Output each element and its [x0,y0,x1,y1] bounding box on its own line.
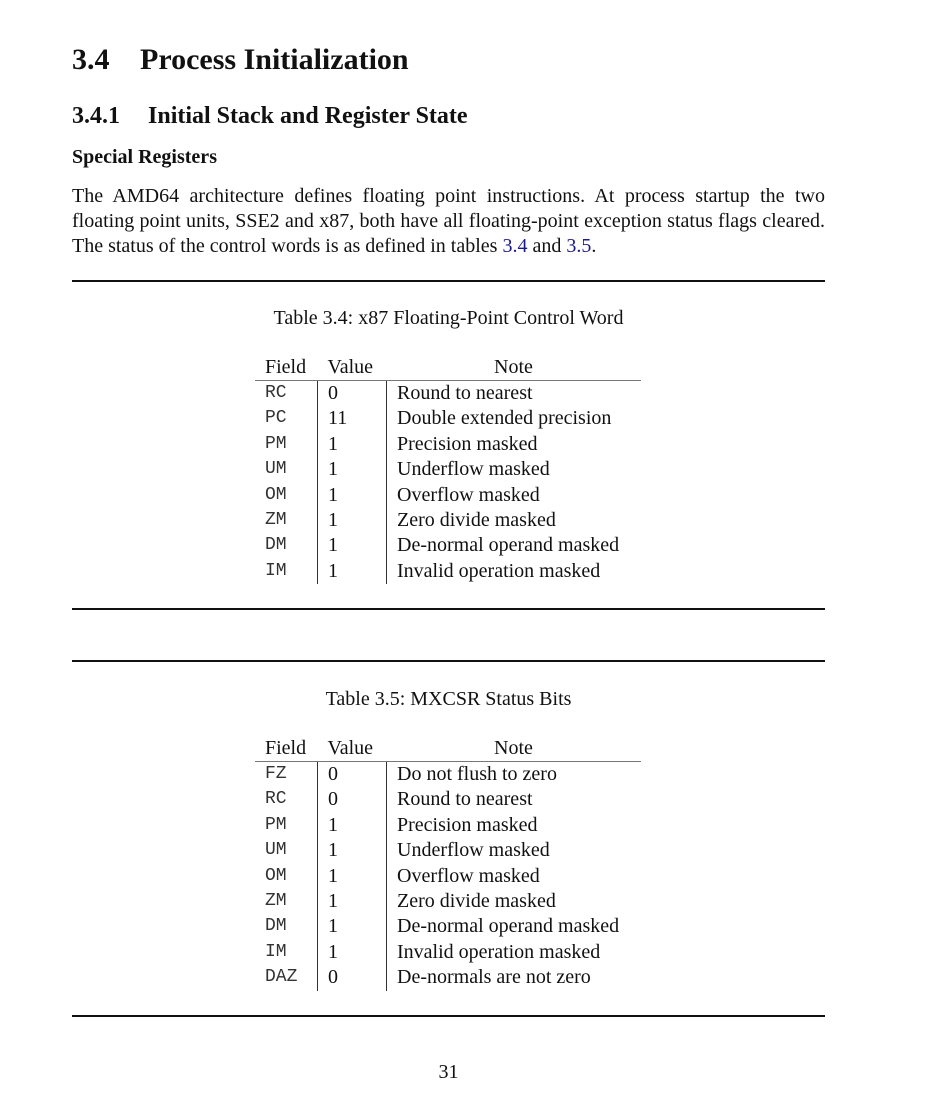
note-cell: Double extended precision [397,407,612,430]
note-cell: Round to nearest [397,788,533,811]
field-cell: UM [255,838,318,863]
note-cell: Zero divide masked [397,509,556,532]
subsection-number: 3.4.1 [72,103,120,129]
header-field: Field [255,353,318,381]
field-cell: PM [255,813,318,838]
float-top-rule [72,280,825,282]
note-cell: De-normals are not zero [397,966,591,989]
note-cell: Precision masked [397,432,538,455]
header-value: Value [318,734,387,762]
value-cell: 1 [318,432,387,457]
table-3-4-caption: Table 3.4: x87 Floating-Point Control Word [273,307,624,329]
field-cell: FZ [255,762,318,788]
paragraph-heading: Special Registers [72,146,217,168]
value-cell: 1 [318,533,387,558]
field-cell: UM [255,457,318,482]
table-x87-control-word [255,353,641,584]
field-cell: PC [255,406,318,431]
table-row [255,533,641,558]
section-number: 3.4 [72,43,110,76]
value-cell: 1 [318,889,387,914]
table-row [255,838,641,863]
table-row [255,787,641,812]
value-cell: 1 [318,483,387,508]
table-row [255,508,641,533]
table-mxcsr-status-bits [255,734,641,991]
field-cell: OM [255,864,318,889]
note-cell: Do not flush to zero [397,763,557,785]
table-row [255,406,641,431]
value-cell: 1 [318,457,387,482]
field-cell: OM [255,483,318,508]
body-paragraph [72,184,825,259]
value-cell: 0 [318,381,387,407]
note-cell: Invalid operation masked [397,940,601,963]
table-row [255,864,641,889]
table-body [255,762,641,991]
field-cell: IM [255,940,318,965]
field-cell: DM [255,914,318,939]
value-cell: 0 [318,787,387,812]
subsection-heading [72,101,468,131]
header-note: Note [387,353,641,381]
body-text-part3: . [591,235,597,257]
table-row [255,432,641,457]
page-number: 31 [438,1061,459,1083]
note-cell: De-normal operand masked [397,534,620,557]
value-cell: 1 [318,508,387,533]
value-cell: 1 [318,864,387,889]
value-cell: 1 [318,813,387,838]
table-header-row [255,734,641,762]
table-row [255,940,641,965]
note-cell: De-normal operand masked [397,915,620,938]
field-cell: PM [255,432,318,457]
table-row [255,813,641,838]
table-3-5-caption: Table 3.5: MXCSR Status Bits [325,688,572,710]
field-cell: RC [255,787,318,812]
table-header-row [255,353,641,381]
table-row [255,483,641,508]
table-row [255,559,641,584]
note-cell: Zero divide masked [397,890,556,913]
note-cell: Underflow masked [397,839,550,862]
float-bottom-rule [72,1015,825,1017]
note-cell: Precision masked [397,813,538,836]
note-cell: Underflow masked [397,458,550,481]
body-text-part2: and [527,235,567,257]
table-row [255,914,641,939]
value-cell: 1 [318,838,387,863]
body-text-part1: The AMD64 architecture defines floating point instructions. At process startup the two floating point units, SSE2 and x87, both have all floating-point exception status flags cleared. The status of the control words is as defined in tables [72,185,825,257]
table-row [255,965,641,990]
value-cell: 0 [318,762,387,788]
note-cell: Overflow masked [397,864,540,887]
table-row [255,457,641,482]
field-cell: RC [255,381,318,407]
value-cell: 1 [318,940,387,965]
subsection-title: Initial Stack and Register State [148,103,468,129]
field-cell: ZM [255,508,318,533]
value-cell: 0 [318,965,387,990]
note-cell: Round to nearest [397,382,533,404]
table-row [255,381,641,407]
table-ref-3-4-link[interactable]: 3.4 [502,235,528,257]
field-cell: ZM [255,889,318,914]
value-cell: 1 [318,559,387,584]
header-value: Value [318,353,387,381]
value-cell: 11 [318,406,387,431]
header-note: Note [387,734,641,762]
table-row [255,889,641,914]
note-cell: Overflow masked [397,483,540,506]
field-cell: DM [255,533,318,558]
table-ref-3-5-link[interactable]: 3.5 [566,235,592,257]
value-cell: 1 [318,914,387,939]
section-heading [72,40,409,80]
float-bottom-rule [72,608,825,610]
table-row [255,762,641,788]
field-cell: DAZ [255,965,318,990]
note-cell: Invalid operation masked [397,559,601,582]
field-cell: IM [255,559,318,584]
section-title: Process Initialization [140,43,409,76]
header-field: Field [255,734,318,762]
table-body [255,381,641,585]
float-top-rule [72,660,825,662]
